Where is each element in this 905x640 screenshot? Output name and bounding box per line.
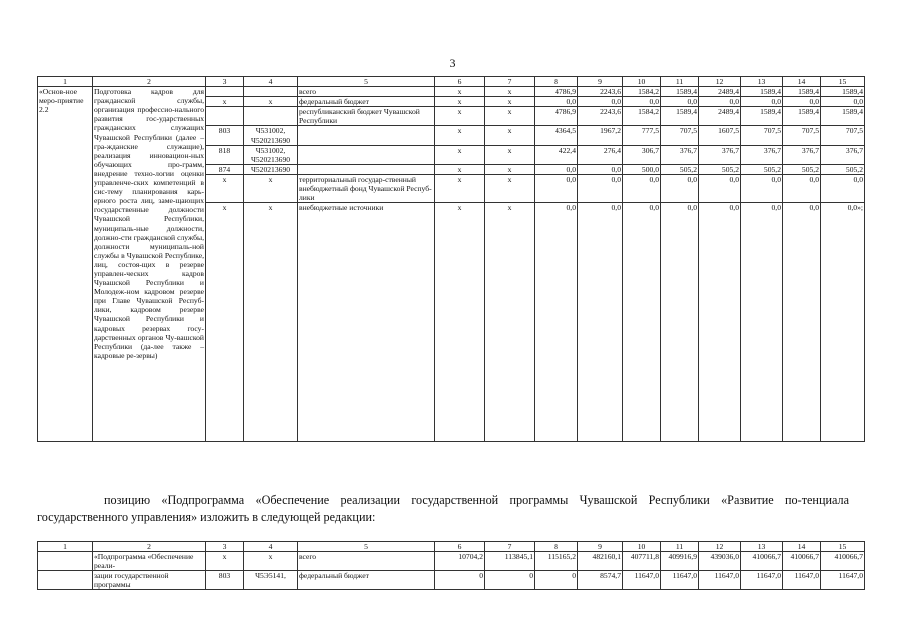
- value-cell: 707,5: [821, 126, 865, 145]
- table-cell: х: [435, 145, 485, 164]
- value-cell: 0,0: [821, 97, 865, 107]
- value-cell: 439036,0: [699, 552, 741, 571]
- table-cell: [38, 552, 93, 571]
- value-cell: 0,0: [535, 97, 578, 107]
- value-cell: 0,0: [661, 203, 699, 442]
- table-header-row: 1 2 3 4 5 6 7 8 9 10 11 12 13 14 15: [38, 542, 865, 552]
- value-cell: 500,0: [623, 164, 661, 174]
- table-cell: х: [435, 97, 485, 107]
- table-body: [38, 87, 865, 442]
- executor-code-cell: х: [206, 174, 244, 202]
- value-cell: 707,5: [783, 126, 821, 145]
- value-cell: 505,2: [661, 164, 699, 174]
- value-cell: 0,0: [535, 174, 578, 202]
- table-cell: х: [435, 87, 485, 97]
- value-cell: 0,0: [535, 203, 578, 442]
- value-cell: 1589,4: [783, 107, 821, 126]
- table-row: [38, 552, 865, 571]
- value-cell: 0: [535, 571, 578, 590]
- value-cell: 0,0: [535, 164, 578, 174]
- page-number: 3: [449, 56, 456, 70]
- value-cell: 0,0: [741, 174, 783, 202]
- value-cell: 0,0: [623, 97, 661, 107]
- value-cell: 0,0»;: [821, 203, 865, 442]
- value-cell: 1589,4: [821, 107, 865, 126]
- value-cell: 0,0: [661, 97, 699, 107]
- target-article-cell: Ч531002, Ч520213690: [244, 126, 298, 145]
- value-cell: 10704,2: [435, 552, 485, 571]
- value-cell: 2243,6: [578, 107, 623, 126]
- executor-code-cell: [206, 87, 244, 97]
- value-cell: 422,4: [535, 145, 578, 164]
- value-cell: 0,0: [821, 174, 865, 202]
- table-cell: х: [485, 97, 535, 107]
- value-cell: 1584,2: [623, 87, 661, 97]
- value-cell: 0,0: [699, 174, 741, 202]
- funding-source-cell: республиканский бюджет Чувашской Республики: [298, 107, 435, 126]
- value-cell: 1589,4: [661, 107, 699, 126]
- target-article-cell: х: [244, 552, 298, 571]
- value-cell: 409916,9: [661, 552, 699, 571]
- table-row: [38, 87, 865, 97]
- table-cell: х: [485, 87, 535, 97]
- funding-source-cell: федеральный бюджет: [298, 571, 435, 590]
- value-cell: 376,7: [821, 145, 865, 164]
- subprogram-name-cell: «Подпрограмма «Обеспечение реали-: [93, 552, 206, 571]
- value-cell: 0,0: [623, 203, 661, 442]
- table-cell: х: [485, 107, 535, 126]
- table-cell: х: [485, 126, 535, 145]
- value-cell: 4786,9: [535, 107, 578, 126]
- value-cell: 407711,8: [623, 552, 661, 571]
- value-cell: 0,0: [578, 174, 623, 202]
- value-cell: 376,7: [783, 145, 821, 164]
- value-cell: 1589,4: [821, 87, 865, 97]
- funding-source-cell: всего: [298, 87, 435, 97]
- instruction-paragraph: позицию «Подпрограмма «Обеспечение реализации государственной программы Чувашской Республики «Развитие по-тенциала государственного управления» изложить в следующей редакции:: [37, 493, 849, 524]
- activity-code-cell: «Основ-ное меро-приятие 2.2: [38, 87, 93, 442]
- target-article-cell: х: [244, 97, 298, 107]
- value-cell: 0,0: [661, 174, 699, 202]
- value-cell: 2489,4: [699, 107, 741, 126]
- executor-code-cell: 818: [206, 145, 244, 164]
- funding-source-cell: федеральный бюджет: [298, 97, 435, 107]
- value-cell: 113845,1: [485, 552, 535, 571]
- target-article-cell: [244, 107, 298, 126]
- value-cell: 0,0: [699, 203, 741, 442]
- table-header-row: 1 2 3 4 5 6 7 8 9 10 11 12 13 14 15: [38, 77, 865, 87]
- funding-source-cell: всего: [298, 552, 435, 571]
- value-cell: 410066,7: [783, 552, 821, 571]
- value-cell: 0,0: [578, 203, 623, 442]
- value-cell: 1589,4: [783, 87, 821, 97]
- value-cell: 1607,5: [699, 126, 741, 145]
- value-cell: 0,0: [623, 174, 661, 202]
- value-cell: 0,0: [783, 174, 821, 202]
- value-cell: 376,7: [741, 145, 783, 164]
- value-cell: 0,0: [741, 97, 783, 107]
- value-cell: 1584,2: [623, 107, 661, 126]
- value-cell: 11647,0: [741, 571, 783, 590]
- table-cell: х: [435, 174, 485, 202]
- value-cell: 2243,6: [578, 87, 623, 97]
- activity-name-cell: Подготовка кадров для гражданской службы, организация профессио-нального развития гос-ударственных гражданских служащих Чувашской Республики (далее – гра-жданские служащие), реализация инновацион-ных обучающих про-грамм, внедрение техно-логии оценки управленче-ских компетенций в сис-тему планирования карь-ерного роста лиц, заме-щающих государственные должности Чувашской Республики, муниципаль-ные должности, должно-сти гражданской службы, должности муниципаль-ной службы в Чувашской Республике, лиц, состоя-щих в резерве управлен-ческих кадров Чувашской Республики и Молодеж-ном кадровом резерве при Главе Чувашской Респуб-лики, кадровом резерве Чувашской Республики и кадровых резервах госу-дарственных органов Чу-вашской Республики (да-лее также – кадровые ре-зервы): [93, 87, 206, 442]
- value-cell: 115165,2: [535, 552, 578, 571]
- value-cell: 0,0: [578, 164, 623, 174]
- value-cell: 0,0: [699, 97, 741, 107]
- value-cell: 1589,4: [741, 87, 783, 97]
- value-cell: 0,0: [783, 203, 821, 442]
- value-cell: 11647,0: [661, 571, 699, 590]
- value-cell: 1589,4: [661, 87, 699, 97]
- value-cell: 410066,7: [741, 552, 783, 571]
- funding-source-cell: [298, 164, 435, 174]
- subprogram-name-cell: зации государственной программы: [93, 571, 206, 590]
- target-article-cell: Ч520213690: [244, 164, 298, 174]
- target-article-cell: Ч5Э5141,: [244, 571, 298, 590]
- table-cell: х: [485, 145, 535, 164]
- value-cell: 4786,9: [535, 87, 578, 97]
- target-article-cell: х: [244, 174, 298, 202]
- value-cell: 482160,1: [578, 552, 623, 571]
- table-cell: [38, 571, 93, 590]
- table-cell: х: [485, 203, 535, 442]
- value-cell: 2489,4: [699, 87, 741, 97]
- value-cell: 11647,0: [783, 571, 821, 590]
- funding-source-cell: территориальный государ-ственный внебюджетный фонд Чувашской Респуб-лики: [298, 174, 435, 202]
- executor-code-cell: х: [206, 552, 244, 571]
- executor-code-cell: 803: [206, 571, 244, 590]
- table-row: [38, 571, 865, 590]
- value-cell: 11647,0: [699, 571, 741, 590]
- executor-code-cell: 874: [206, 164, 244, 174]
- value-cell: 306,7: [623, 145, 661, 164]
- table-cell: х: [435, 164, 485, 174]
- value-cell: 505,2: [783, 164, 821, 174]
- value-cell: 376,7: [699, 145, 741, 164]
- table-cell: х: [485, 174, 535, 202]
- value-cell: 8574,7: [578, 571, 623, 590]
- target-article-cell: х: [244, 203, 298, 442]
- table-cell: х: [435, 203, 485, 442]
- value-cell: 707,5: [661, 126, 699, 145]
- value-cell: 410066,7: [821, 552, 865, 571]
- value-cell: 505,2: [699, 164, 741, 174]
- value-cell: 505,2: [821, 164, 865, 174]
- value-cell: 276,4: [578, 145, 623, 164]
- executor-code-cell: 803: [206, 126, 244, 145]
- target-article-cell: Ч531002, Ч520213690: [244, 145, 298, 164]
- target-article-cell: [244, 87, 298, 97]
- value-cell: 707,5: [741, 126, 783, 145]
- budget-table-main-activity: [37, 76, 865, 442]
- funding-source-cell: [298, 126, 435, 145]
- executor-code-cell: х: [206, 97, 244, 107]
- value-cell: 1589,4: [741, 107, 783, 126]
- value-cell: 11647,0: [623, 571, 661, 590]
- value-cell: 0,0: [741, 203, 783, 442]
- funding-source-cell: внебюджетные источники: [298, 203, 435, 442]
- executor-code-cell: [206, 107, 244, 126]
- value-cell: 0: [435, 571, 485, 590]
- budget-table-subprogram: [37, 541, 865, 590]
- value-cell: 11647,0: [821, 571, 865, 590]
- value-cell: 505,2: [741, 164, 783, 174]
- table-cell: х: [485, 164, 535, 174]
- table-body: [38, 552, 865, 590]
- value-cell: 4364,5: [535, 126, 578, 145]
- table-cell: х: [435, 126, 485, 145]
- value-cell: 0,0: [783, 97, 821, 107]
- value-cell: 376,7: [661, 145, 699, 164]
- value-cell: 0: [485, 571, 535, 590]
- executor-code-cell: х: [206, 203, 244, 442]
- value-cell: 1967,2: [578, 126, 623, 145]
- funding-source-cell: [298, 145, 435, 164]
- value-cell: 0,0: [578, 97, 623, 107]
- table-cell: х: [435, 107, 485, 126]
- value-cell: 777,5: [623, 126, 661, 145]
